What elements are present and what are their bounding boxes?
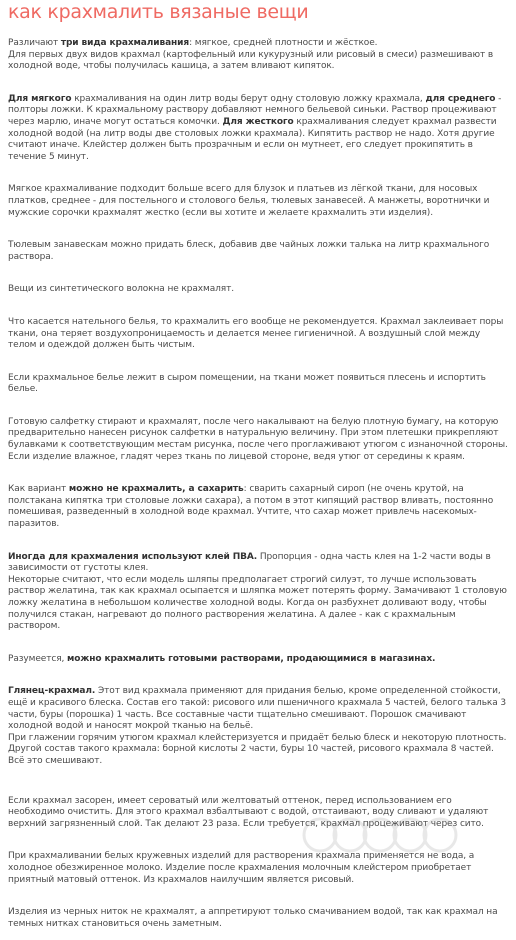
paragraph-sugar [8, 484, 508, 530]
paragraph-soft-medium-hard [8, 94, 508, 164]
paragraph-synthetic: Вещи из синтетического волокна не крахмалят. [8, 284, 235, 295]
paragraph-napkin: Готовую салфетку стирают и крахмалят, после чего накалывают на белую плотную бумагу, на которую предварительно нанесен рисунок салфетки в натуральную величину. При этом плетешки прикрепляют булавками к соответствующим местам рисунка, после чего проглаживают утюгом с изнаночной стороны. Если изделие влажное, гладят через ткань по лицевой стороне, ведя утюг от середины к краям. [8, 416, 508, 462]
paragraph-pva-gelatin [8, 552, 508, 633]
text: крахмаливания следует крахмал развести холодной водой (на литр воды две столовых ложки крахмала). Кипятить раствор не надо. Хотя другие считают иначе. Клейстер должен быть прозрачным и если он мутнеет, его следует прокипятить в течение 5 минут. [8, 116, 497, 162]
bold-text: Иногда для крахмаления используют клей ПВА. [8, 551, 258, 562]
paragraph-black-threads: Изделия из черных ниток не крахмалят, а аппретируют только смачиванием водой, так как крахмал на темных нитках становиться очень заметным. [8, 907, 498, 929]
paragraph-lace-milk: При крахмаливании белых кружевных изделий для растворения крахмала применяется не вода, а холодное обезжиренное молоко. Изделие после крахмаления молочным клейстером приобретает приятный матовый оттенок. Из крахмалов наилучшим является рисовый. [8, 851, 475, 885]
paragraph-usage: Мягкое крахмаливание подходит больше всего для блузок и платьев из лёгкой ткани, для носовых платков, среднее - для постельного и столового белья, тюлевых занавесей. А манжеты, воротнички и мужские сорочки крахмалят жестко (если вы хотите и желаете крахмалить эти изделия). [8, 184, 490, 218]
text: Пропорция - одна часть клея на 1-2 части воды в зависимости от густоты клея. [8, 551, 491, 574]
text: - полторы ложки. К крахмальному раствору добавляют немного бельевой синьки. Раствор процеживают через марлю, иначе могут остаться комочки. [8, 93, 502, 127]
text: : мягкое, средней плотности и жёсткое. [189, 38, 378, 48]
text: крахмаливания на один литр воды берут одну столовую ложку крахмала, [71, 93, 426, 104]
text: Различают [8, 38, 61, 48]
paragraph-underwear: Что касается нательного белья, то крахмалить его вообще не рекомендуется. Крахмал заклеивает поры ткани, она теряет воздухопроницаемость и делается менее гигиеничной. А воздушный слой между телом и одеждой должен быть чистым. [8, 316, 504, 351]
watermark-logo [270, 811, 510, 857]
text: : сварить сахарный сироп (не очень крутой, на полстакана кипятка три столовые ложки сахара), а потом в этот кипящий раствор вливать, постоянно помешивая, разведенный в холодной воде крахмал. Учтите, что сахар может привлечь насекомых-паразитов. [8, 484, 494, 530]
paragraph-cleaning-starch: Если крахмал засорен, имеет сероватый или желтоватый оттенок, перед использованием его необходимо очистить. Для этого крахмал взбалтывают с водой, отстаивают, воду сливают и удаляют верхний загрязненный слой. Так делают 23 раза. Если требуется, крахмал процеживают через сито. [8, 795, 489, 829]
paragraph-tulle-shine: Тюлевым занавескам можно придать блеск, добавив две чайных ложки талька на литр крахмального раствора. [8, 240, 490, 262]
paragraph-gloss-starch [8, 686, 508, 767]
text: При глажении горячим утюгом крахмал клейстеризуется и придаёт белью блеск и некоторую плотность. [8, 732, 507, 743]
bold-text: можно не крахмалить, а сахарить [68, 484, 244, 495]
paragraph-starch-types [8, 38, 508, 73]
paragraph-store-solutions [8, 654, 508, 666]
bold-text: Для мягкого [8, 93, 72, 104]
text: Этот вид крахмала применяют для придания белью, кроме определенной стойкости, ещё и красивого блеска. Состав его такой: рисового или пшеничного крахмала 5 частей, белого талька 3 части, буры (порошка) 1 часть. Все составные части тщательно смешивают. Порошок смачивают холодной водой и наносят мокрой тканью на бельё. [8, 686, 507, 732]
bold-text: Глянец-крахмал. [8, 686, 96, 697]
bold-text: Для жесткого [222, 116, 294, 127]
text: Некоторые считают, что если модель шляпы предполагает строгий силуэт, то лучше использовать раствор желатина, так как крахмал осыпается и шляпка может потерять форму. Замачивают 1 столовую ложку желатина в небольшом количестве холодной воды. Когда он разбухнет доливают воду, чтобы получился стакан, нагревают до полного растворения желатина. А далее - как с крахмальным раствором. [8, 574, 507, 632]
text: Для первых двух видов крахмал (картофельный или кукурузный или рисовый в смеси) размешивают в холодной воде, чтобы получилась кашица, а затем вливают кипяток. [8, 49, 494, 72]
bold-text: можно крахмалить готовыми растворами, продающимися в магазинах. [67, 653, 436, 664]
text: Разумеется, [8, 653, 68, 664]
paragraph-damp-storage: Если крахмальное белье лежит в сыром помещении, на ткани может появиться плесень и испортить белье. [8, 372, 486, 395]
text: Как вариант [8, 484, 69, 495]
page-title: как крахмалить вязаные вещи [8, 1, 309, 23]
text: Другой состав такого крахмала: борной кислоты 2 части, буры 10 частей, рисового крахмала 8 частей. Всё это смешивают. [8, 744, 494, 766]
article-body [8, 38, 508, 940]
bold-text: для среднего [425, 93, 496, 104]
bold-text: три вида крахмаливания [60, 38, 190, 48]
